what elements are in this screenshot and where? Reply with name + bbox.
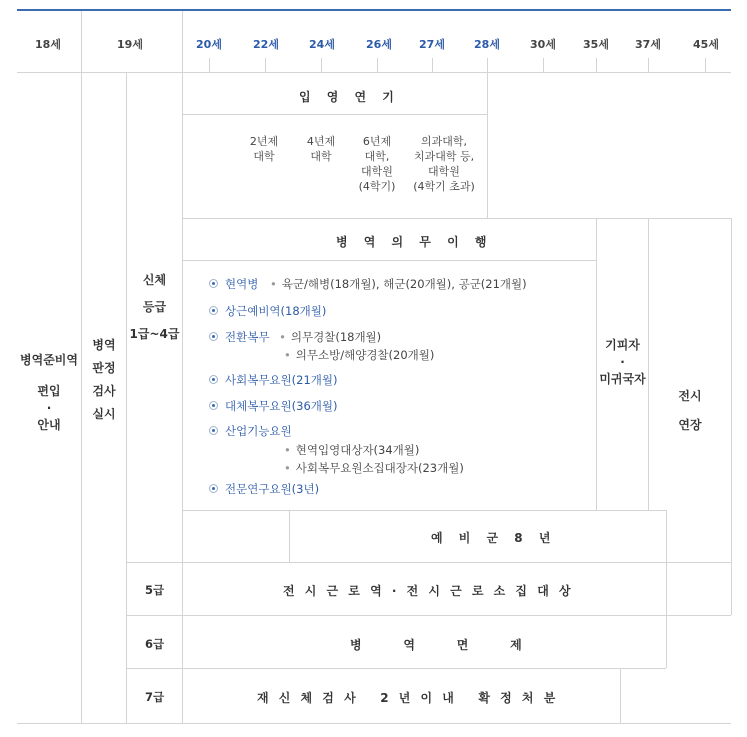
top-border (17, 9, 731, 11)
divider (487, 72, 488, 219)
divider (289, 510, 290, 562)
age-22: 22세 (253, 38, 279, 51)
enlistment-notice (17, 352, 81, 434)
divider (620, 668, 621, 723)
service-label: 전문연구요원(3년) (225, 482, 320, 496)
grade-7-text: 재 신 체 검 사 2 년 이 내 확 정 처 분 (257, 691, 559, 705)
exam-column (82, 337, 126, 423)
service-item-industrial (209, 423, 292, 439)
divider (648, 218, 649, 511)
age-19: 19세 (117, 38, 143, 51)
circle-bullet-icon (209, 306, 218, 315)
table-bottom-line (17, 723, 731, 724)
divider (81, 11, 82, 72)
divider (666, 510, 667, 668)
divider (182, 510, 667, 511)
tick (377, 58, 378, 72)
age-26: 26세 (366, 38, 392, 51)
circle-bullet-icon (209, 426, 218, 435)
tick (487, 58, 488, 72)
service-item-resident-reserve (209, 303, 326, 319)
evader-line: 기피자 (605, 338, 640, 352)
service-label: 산업기능요원 (225, 424, 292, 438)
grade-line: 등급 (142, 300, 167, 314)
header-bottom-line (17, 72, 731, 73)
tick (543, 58, 544, 72)
age-35: 35세 (583, 38, 609, 51)
service-detail: 육군/해병(18개월), 해군(20개월), 공군(21개월) (281, 277, 527, 291)
service-item-social-service (209, 372, 337, 388)
tick (209, 58, 210, 72)
divider (182, 114, 487, 115)
grade-line: 1급~4급 (129, 327, 180, 341)
service-subline: • 사회복무요원소집대장자(23개월) (284, 461, 464, 475)
divider (731, 218, 732, 615)
degree-line: 대학 (253, 150, 275, 163)
age-45: 45세 (693, 38, 719, 51)
physical-grade-column (127, 272, 182, 343)
service-item-conversion: 전환복무 • 의무경찰(18개월) (209, 329, 381, 345)
age-37: 37세 (635, 38, 661, 51)
degree-line: 대학원 (428, 165, 460, 178)
reserve-forces-label: 예 비 군 8 년 (431, 531, 557, 545)
service-label: 전환복무 (225, 330, 270, 344)
degree-line: (4학기) (358, 180, 396, 193)
degree-6yr (350, 134, 404, 194)
service-label: 대체복무요원(36개월) (225, 399, 338, 413)
grade-6-text: 병 역 면 제 (350, 638, 522, 652)
service-subline: • 현역입영대상자(34개월) (284, 443, 420, 457)
grade-6: 6급 (144, 637, 165, 651)
degree-line: 대학, (364, 150, 390, 163)
exam-line: 병역 (92, 338, 116, 352)
service-detail: 의무경찰(18개월) (290, 330, 382, 344)
tick (596, 58, 597, 72)
age-24: 24세 (309, 38, 335, 51)
service-label: 현역병 (225, 277, 259, 291)
circle-bullet-icon (209, 401, 218, 410)
divider (126, 562, 731, 563)
service-detail: 사회복무요원소집대장자(23개월) (295, 461, 464, 475)
service-detail: 현역입영대상자(34개월) (295, 443, 420, 457)
deferment-title: 입 영 연 기 (299, 90, 400, 104)
divider (126, 72, 127, 724)
tick (265, 58, 266, 72)
evader-column (597, 337, 648, 388)
grade-5: 5급 (144, 583, 165, 597)
service-detail: 의무소방/해양경찰(20개월) (295, 348, 435, 362)
circle-bullet-icon (209, 375, 218, 384)
exam-line: 판정 (92, 361, 116, 375)
divider (182, 72, 183, 724)
grade-line: 신체 (142, 273, 167, 287)
degree-4yr (297, 134, 345, 164)
tick (648, 58, 649, 72)
service-item-researcher (209, 481, 319, 497)
enlistment-line: · (46, 401, 52, 415)
service-item-active-duty: 현역병 • 육군/해병(18개월), 해군(20개월), 공군(21개월) (209, 276, 527, 292)
degree-medical (404, 134, 484, 194)
wartime-line: 전시 (678, 389, 702, 403)
service-label: 상근예비역(18개월) (225, 304, 327, 318)
degree-line: 4년제 (306, 135, 336, 148)
tick (432, 58, 433, 72)
exam-line: 실시 (92, 407, 116, 421)
divider (126, 615, 731, 616)
tick (705, 58, 706, 72)
age-28: 28세 (474, 38, 500, 51)
enlistment-line: 편입 (37, 384, 61, 398)
enlistment-line: 안내 (37, 418, 61, 432)
degree-line: 대학원 (361, 165, 393, 178)
grade-7: 7급 (144, 690, 165, 704)
circle-bullet-icon (209, 279, 218, 288)
circle-bullet-icon (209, 332, 218, 341)
wartime-line: 연장 (678, 418, 702, 432)
age-30: 30세 (530, 38, 556, 51)
age-20: 20세 (196, 38, 222, 51)
divider (126, 668, 666, 669)
age-18: 18세 (35, 38, 61, 51)
degree-2yr (240, 134, 288, 164)
divider (182, 260, 596, 261)
evader-line: 미귀국자 (599, 372, 646, 386)
tick (321, 58, 322, 72)
evader-line: · (620, 355, 625, 369)
degree-line: 의과대학, (420, 135, 467, 148)
degree-line: 6년제 (362, 135, 392, 148)
degree-line: 대학 (310, 150, 332, 163)
circle-bullet-icon (209, 484, 218, 493)
exam-line: 검사 (92, 384, 116, 398)
degree-line: 2년제 (249, 135, 279, 148)
enlistment-line: 병역준비역 (20, 353, 78, 367)
divider (182, 11, 183, 72)
degree-line: (4학기 초과) (413, 180, 475, 193)
service-title: 병 역 의 무 이 행 (336, 235, 493, 249)
degree-line: 치과대학 등, (413, 150, 475, 163)
wartime-extension-column (649, 388, 731, 434)
grade-5-text: 전 시 근 로 역 · 전 시 근 로 소 집 대 상 (283, 584, 574, 598)
service-item-alternative (209, 398, 337, 414)
age-27: 27세 (419, 38, 445, 51)
service-subline: • 의무소방/해양경찰(20개월) (284, 348, 435, 362)
service-label: 사회복무요원(21개월) (225, 373, 338, 387)
